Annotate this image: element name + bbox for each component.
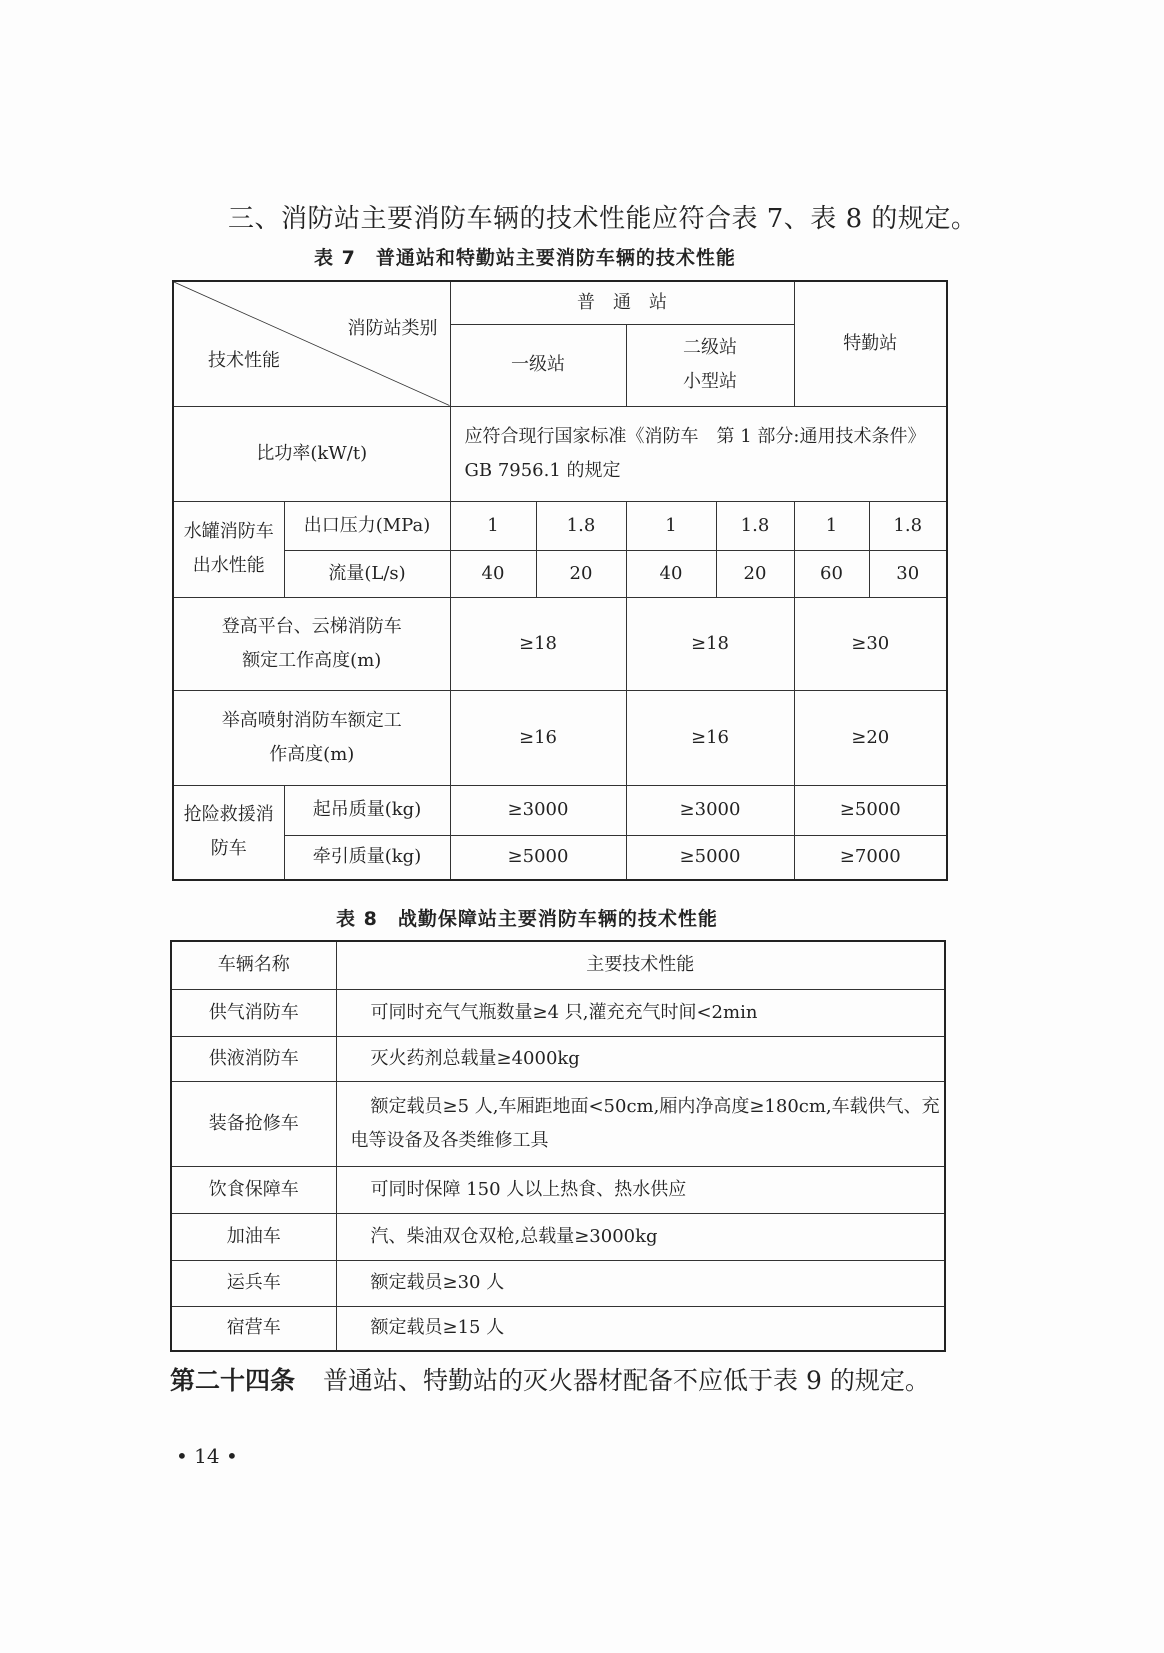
header-yiji: 一级站 — [450, 324, 626, 406]
xiaoxing-label: 小型站 — [683, 371, 737, 392]
header-vehicle: 车辆名称 — [171, 941, 336, 989]
header-erji — [626, 324, 794, 406]
vehicle-performance: 额定载员≥30 人 — [336, 1260, 945, 1306]
vehicle-name: 供液消防车 — [171, 1036, 336, 1081]
bgl-value: 应符合现行国家标准《消防车 第 1 部分:通用技术条件》GB 7956.1 的规定 — [450, 406, 947, 501]
bgl-label: 比功率(kW/t) — [173, 406, 450, 501]
cell: ≥5000 — [450, 835, 626, 880]
cell: ≥30 — [794, 597, 947, 690]
cell: 1 — [794, 501, 869, 550]
erji-label: 二级站 — [683, 337, 737, 358]
article-text: 普通站、特勤站的灭火器材配备不应低于表 9 的规定。 — [323, 1366, 930, 1395]
vehicle-name: 运兵车 — [171, 1260, 336, 1306]
cell: 60 — [794, 550, 869, 597]
cell: ≥18 — [626, 597, 794, 690]
table8-caption: 表 8 战勤保障站主要消防车辆的技术性能 — [336, 908, 718, 930]
cell: 20 — [716, 550, 794, 597]
vehicle-name: 加油车 — [171, 1213, 336, 1260]
vehicle-name: 装备抢修车 — [171, 1081, 336, 1166]
vehicle-name: 供气消防车 — [171, 989, 336, 1036]
flow-label: 流量(L/s) — [284, 550, 450, 597]
cell: ≥5000 — [794, 785, 947, 835]
cell: ≥3000 — [450, 785, 626, 835]
header-teqin: 特勤站 — [794, 281, 947, 406]
cell: 20 — [536, 550, 626, 597]
cell: 1 — [450, 501, 536, 550]
vehicle-performance: 额定载员≥5 人,车厢距地面<50cm,厢内净高度≥180cm,车载供气、充电等设备及各类维修工具 — [336, 1081, 945, 1166]
cell: ≥5000 — [626, 835, 794, 880]
header-performance: 主要技术性能 — [336, 941, 945, 989]
corner-bottom-label: 技术性能 — [208, 350, 280, 371]
article-24 — [170, 1362, 950, 1400]
vehicle-performance: 汽、柴油双仓双枪,总载量≥3000kg — [336, 1213, 945, 1260]
page-number: • 14 • — [176, 1444, 238, 1468]
corner-top-label: 消防站类别 — [347, 318, 438, 339]
vehicle-performance: 灭火药剂总载量≥4000kg — [336, 1036, 945, 1081]
cell: 1.8 — [869, 501, 947, 550]
tow-label: 牵引质量(kg) — [284, 835, 450, 880]
cell: 1.8 — [716, 501, 794, 550]
header-putong: 普 通 站 — [450, 281, 794, 324]
cell: 1.8 — [536, 501, 626, 550]
cell: ≥20 — [794, 690, 947, 785]
table7 — [172, 280, 948, 881]
vehicle-performance: 可同时保障 150 人以上热食、热水供应 — [336, 1166, 945, 1213]
intro-paragraph: 三、消防站主要消防车辆的技术性能应符合表 7、表 8 的规定。 — [228, 204, 978, 234]
spray-label: 举高喷射消防车额定工作高度(m) — [173, 690, 450, 785]
cell: 40 — [450, 550, 536, 597]
vehicle-name: 宿营车 — [171, 1306, 336, 1351]
table8 — [170, 940, 946, 1352]
water-group-label: 水罐消防车出水性能 — [173, 501, 284, 597]
article-number: 第二十四条 — [170, 1366, 296, 1395]
cell: 30 — [869, 550, 947, 597]
ladder-label: 登高平台、云梯消防车额定工作高度(m) — [173, 597, 450, 690]
cell: ≥18 — [450, 597, 626, 690]
corner-header — [173, 281, 450, 406]
vehicle-performance: 可同时充气气瓶数量≥4 只,灌充充气时间<2min — [336, 989, 945, 1036]
cell: ≥16 — [626, 690, 794, 785]
cell: 1 — [626, 501, 716, 550]
rescue-group-label: 抢险救援消防车 — [173, 785, 284, 880]
vehicle-name: 饮食保障车 — [171, 1166, 336, 1213]
pressure-label: 出口压力(MPa) — [284, 501, 450, 550]
cell: ≥16 — [450, 690, 626, 785]
table7-caption: 表 7 普通站和特勤站主要消防车辆的技术性能 — [314, 247, 736, 269]
cell: 40 — [626, 550, 716, 597]
cell: ≥3000 — [626, 785, 794, 835]
vehicle-performance: 额定载员≥15 人 — [336, 1306, 945, 1351]
cell: ≥7000 — [794, 835, 947, 880]
lift-label: 起吊质量(kg) — [284, 785, 450, 835]
